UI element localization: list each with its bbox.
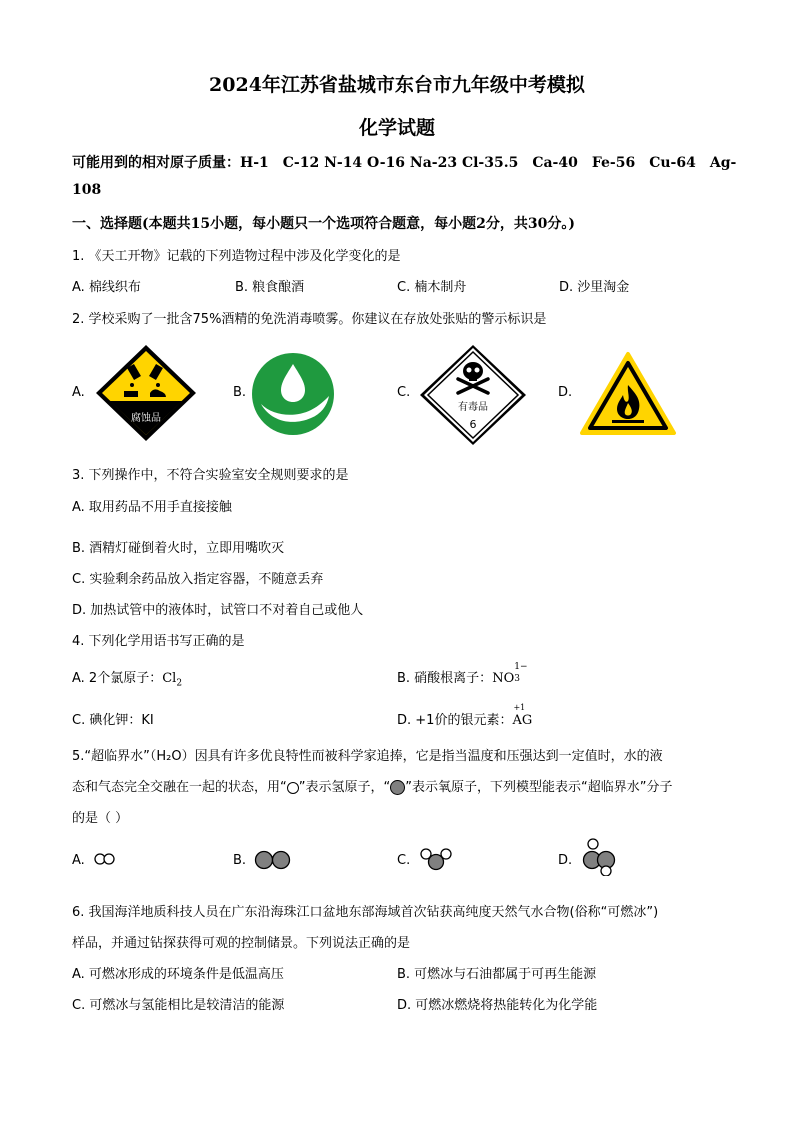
q1-option-a: A. 棉线织布 [72,280,141,295]
q4-option-d-formula: AG [512,713,533,728]
page-subtitle: 化学试题 [358,117,435,139]
q5-option-a: A. [72,853,85,868]
q5-option-b: B. [233,853,247,868]
q4-option-b-formula: NO [492,671,515,686]
q4-option-a-subscript: 2 [176,678,183,689]
q4-option-d [397,703,533,728]
q3-option-a: A. 取用药品不用手直接接触 [72,500,232,515]
flammable-sign-icon [579,351,677,437]
toxic-sign-icon [418,343,528,447]
model-hh-icon [93,852,117,866]
model-h2o2-icon [580,838,618,876]
q3-option-d: D. 加热试管中的液体时，试管口不对着自己或他人 [72,603,364,618]
q2-option-d: D. [558,385,573,400]
water-saving-sign-icon [251,352,335,436]
q2-stem: 2. 学校采购了一批含75%酒精的免洗消毒喷雾。你建议在存放处张贴的警示标识是 [72,312,547,327]
corrosive-label: 腐蚀品 [131,413,161,424]
q6-option-b: B. 可燃冰与石油都属于可再生能源 [397,967,597,982]
q4-option-a [72,667,182,689]
toxic-label: 有毒品 [458,402,488,413]
q3-option-b: B. 酒精灯碰倒着火时，立即用嘴吹灭 [72,541,285,556]
page-title: 2024年江苏省盐城市东台市九年级中考模拟 [209,74,585,96]
q5-line1: 5.“超临界水”（H₂O）因具有许多优良特性而被科学家追捧，它是指当温度和压强达到一定值时，水的液 [72,749,663,764]
q1-option-b: B. 粮食酿酒 [235,280,305,295]
q3-option-c: C. 实验剩余药品放入指定容器，不随意丢弃 [72,572,324,587]
q1-stem: 1. 《天工开物》记载的下列造物过程中涉及化学变化的是 [72,249,401,264]
q5-option-c: C. [397,853,411,868]
q5-line2 [72,776,672,795]
q5-line2-part3: ”表示氧原子，下列模型能表示“超临界水”分子 [405,780,673,795]
q4-option-d-text: D. +1价的银元素： [397,713,513,728]
model-oo-icon [254,849,292,871]
q6-option-c: C. 可燃冰与氢能相比是较清洁的能源 [72,998,285,1013]
q4-option-b-superscript: 1− [514,662,528,672]
q4-option-c: C. 碘化钾：KI [72,713,154,728]
q2-option-c: C. [397,385,411,400]
q4-option-d-superscript: +1 [513,703,526,712]
q4-stem: 4. 下列化学用语书写正确的是 [72,634,245,649]
atomic-masses-line1: 可能用到的相对原子质量：H-1 C-12 N-14 O-16 Na-23 Cl-35.5 Ca-40 Fe-56 Cu-64 Ag- [72,155,737,171]
q6-option-d: D. 可燃冰燃烧将热能转化为化学能 [397,998,598,1013]
q5-option-d: D. [558,853,573,868]
q5-line2-part1: 态和气态完全交融在一起的状态，用“ [72,780,287,795]
q6-option-a: A. 可燃冰形成的环境条件是低温高压 [72,967,284,982]
q4-option-a-text: A. 2个氯原子： [72,671,163,686]
q1-option-c: C. 楠木制舟 [397,280,467,295]
q1-option-d: D. 沙里淘金 [559,280,630,295]
section-heading: 一、选择题(本题共15小题，每小题只一个选项符合题意，每小题2分，共30分。) [72,216,575,232]
q6-line2: 样品，并通过钻探获得可观的控制储景。下列说法正确的是 [72,936,411,951]
q4-option-a-formula: Cl [162,671,177,686]
corrosive-sign-icon [94,343,198,443]
q5-line2-part2: ”表示氢原子，“ [298,780,391,795]
model-h2o-bent-icon [416,845,456,875]
q4-option-b-subscript: 3 [514,674,520,684]
toxic-class-number: 6 [469,418,477,431]
q6-line1: 6. 我国海洋地质科技人员在广东沿海珠江口盆地东部海域首次钻获高纯度天然气水合物(俗称“可燃冰”) [72,905,659,920]
q4-option-b [397,662,528,686]
hydrogen-atom-icon [287,782,299,794]
q4-option-b-text: B. 硝酸根离子： [397,671,493,686]
atomic-masses-line2: 108 [72,182,102,198]
q2-option-b: B. [233,385,247,400]
oxygen-atom-icon [390,780,405,795]
q3-stem: 3. 下列操作中，不符合实验室安全规则要求的是 [72,468,349,483]
q5-line3: 的是（ ） [72,811,129,826]
q2-option-a: A. [72,385,85,400]
